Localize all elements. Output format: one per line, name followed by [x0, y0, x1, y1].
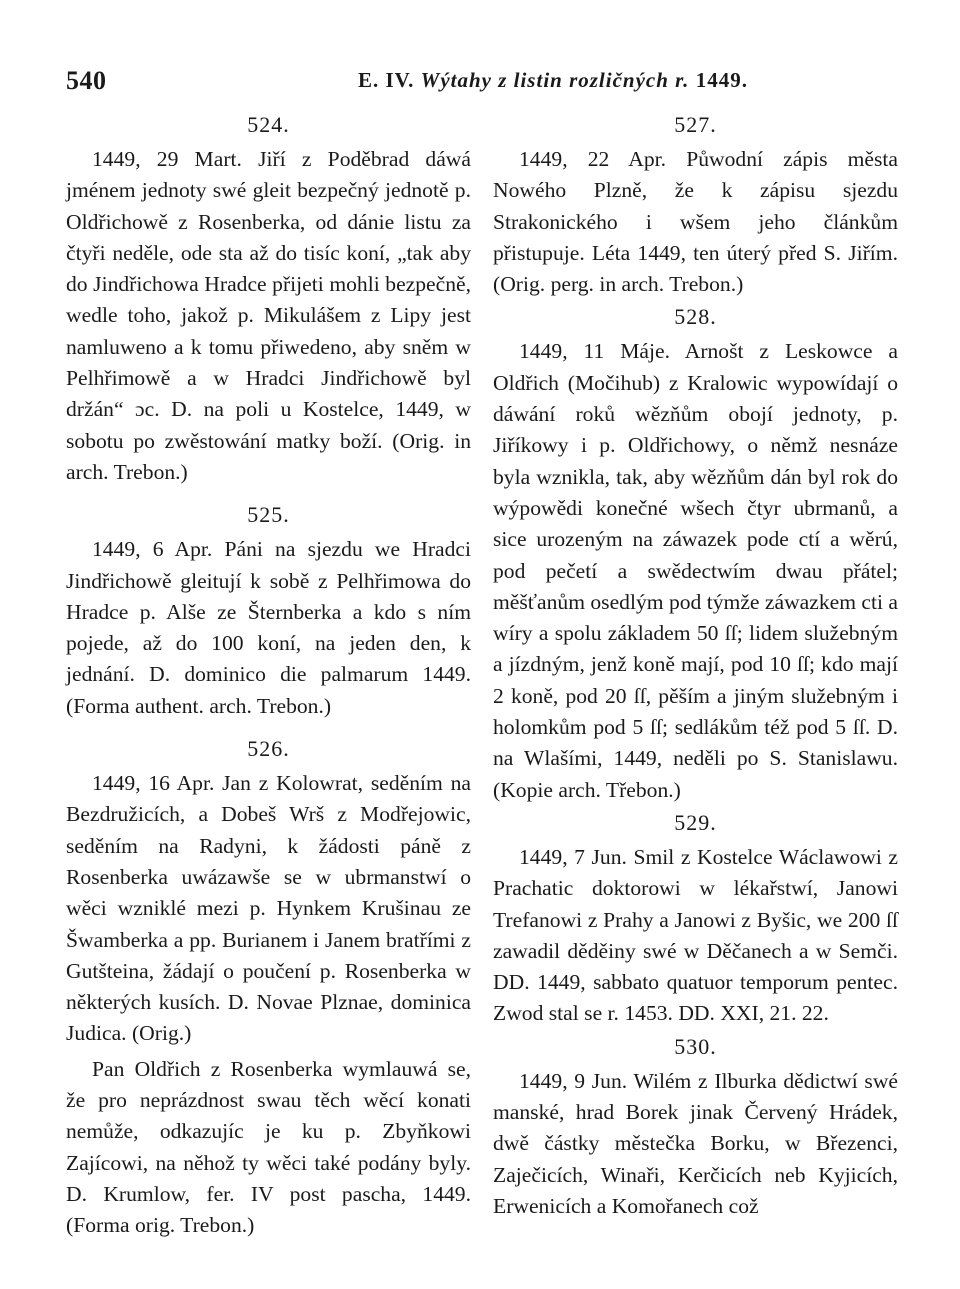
entry-525 — [66, 498, 471, 722]
entry-text: 1449, 22 Apr. Půwodní zápis města Nowého Plzně, že k zápisu sjezdu Strakonického i wšem jeho článkům přistupuje. Léta 1449, ten úterý před S. Jiřím. (Orig. perg. in arch. Trebon.) — [493, 147, 898, 297]
page-header — [66, 66, 896, 106]
entry-text: 1449, 9 Jun. Wilém z Ilburka dědictwí swé manské, hrad Borek jinak Červený Hrádek, dwě částky městečka Borku, w Březenci, Zaječicích, Winaři, Kerčicích neb Kyjicích, Erwenicích a Komořanech což — [493, 1068, 898, 1218]
entry-524 — [66, 108, 471, 488]
entry-number: 530. — [674, 1033, 717, 1059]
entry-526 — [66, 732, 471, 1241]
entry-text: 1449, 6 Apr. Páni na sjezdu we Hradci Jindřichowě gleitují k sobě z Pelhřimowa do Hradce p. Alše ze Šternberka a kdo s ním pojede, až do 100 koní, na jeden den, k jednání. D. dominico die palmarum 1449. (Forma authent. arch. Trebon.) — [66, 537, 471, 718]
entry-527 — [493, 108, 898, 300]
section-label: E. IV. — [358, 68, 415, 92]
running-head — [358, 68, 748, 93]
entry-528 — [493, 300, 898, 805]
entry-530 — [493, 1030, 898, 1222]
entry-number: 528. — [674, 304, 717, 330]
entry-number: 529. — [674, 809, 717, 835]
entry-text: 1449, 11 Máje. Arnošt z Leskowce a Oldřich (Močihub) z Kralowic wypowídají o dáwání roků wězňům obojí jednoty, p. Jiříkowy i p. Oldřichowy, o němž nesnáze byla wznikla, tak, aby wězňům dán byl rok do wýpowědi konečné wšech čtyr ubrmanů, a sice urozeným na záwazek pode ctí a wěrú, pod pečetí a swědectwím dwau přátel; měšťanům osedlým pod týmže záwazkem cti a wíry a spolu základem 50 ſſ; lidem služebným a jízdným, jenž koně mají, pod 10 ſſ; kdo mají 2 koně, pod 20 ſſ, pěším a jiným služebným i holomkům pod 5 ſſ; sedlákům též pod 5 ſſ. D. na Wlašími, 1449, neděli po S. Stanislawu. (Kopie arch. Třebon.) — [493, 339, 898, 802]
entry-529 — [493, 806, 898, 1030]
entry-number: 524. — [247, 112, 290, 137]
entry-number: 526. — [247, 736, 290, 762]
entry-number: 525. — [247, 502, 290, 528]
entry-number: 527. — [674, 112, 717, 137]
right-column — [493, 108, 898, 1222]
running-year: 1449. — [695, 68, 748, 92]
left-column — [66, 108, 471, 1242]
entry-text: 1449, 16 Apr. Jan z Kolowrat, seděním na Bezdružicích, a Dobeš Wrš z Modřejowic, seděním na Radyni, k žádosti páně z Rosenberka uwázawše se w ubrmanstwí o wěci wzniklé mezi p. Hynkem Krušinau ze Šwamberka a pp. Burianem i Janem bratřími z Gutšteina, žádají o poučení p. Rosenberka w některých kusích. D. Novae Plznae, dominica Judica. (Orig.) — [66, 771, 471, 1046]
entry-text: 1449, 7 Jun. Smil z Kostelce Wáclawowi z Prachatic doktorowi w lékařstwí, Janowi Trefanowi z Prahy a Janowi z Byšic, we 200 ſſ zawadil děděiny swé w Děčanech a w Semči. DD. 1449, sabbato quatuor temporum pentec. Zwod stal se r. 1453. DD. XXI, 21. 22. — [493, 844, 898, 1026]
entry-text-continuation: Pan Oldřich z Rosenberka wymlauwá se, že pro neprázdnost swau těch wěcí konati nemůže, odkazujíc je ku p. Zbyňkowi Zajícowi, na něhož ty wěci také podány byly. D. Krumlow, fer. IV post pascha, 1449. (Forma orig. Trebon.) — [66, 1056, 471, 1238]
entry-text: 1449, 29 Mart. Jiří z Poděbrad dáwá jménem jednoty swé gleit bezpečný jednotě p. Oldřichowě z Rosenberka, od dánie listu za čtyři neděle, ode sta až do tisíc koní, „tak aby do Jindřichowa Hradce přijeti mohli bezpečně, wedle toho, jakož p. Mikulášem z Lipy jest namluweno a k tomu přiwedeno, aby sněm w Pelhřimowě a w Hradci Jindřichowě byl držán“ ɔc. D. na poli u Kostelce, 1449, w sobotu po zwěstowání matky boží. (Orig. in arch. Trebon.) — [66, 147, 471, 484]
running-title: Wýtahy z listin rozličných r. — [420, 68, 690, 92]
page-number: 540 — [66, 66, 107, 95]
